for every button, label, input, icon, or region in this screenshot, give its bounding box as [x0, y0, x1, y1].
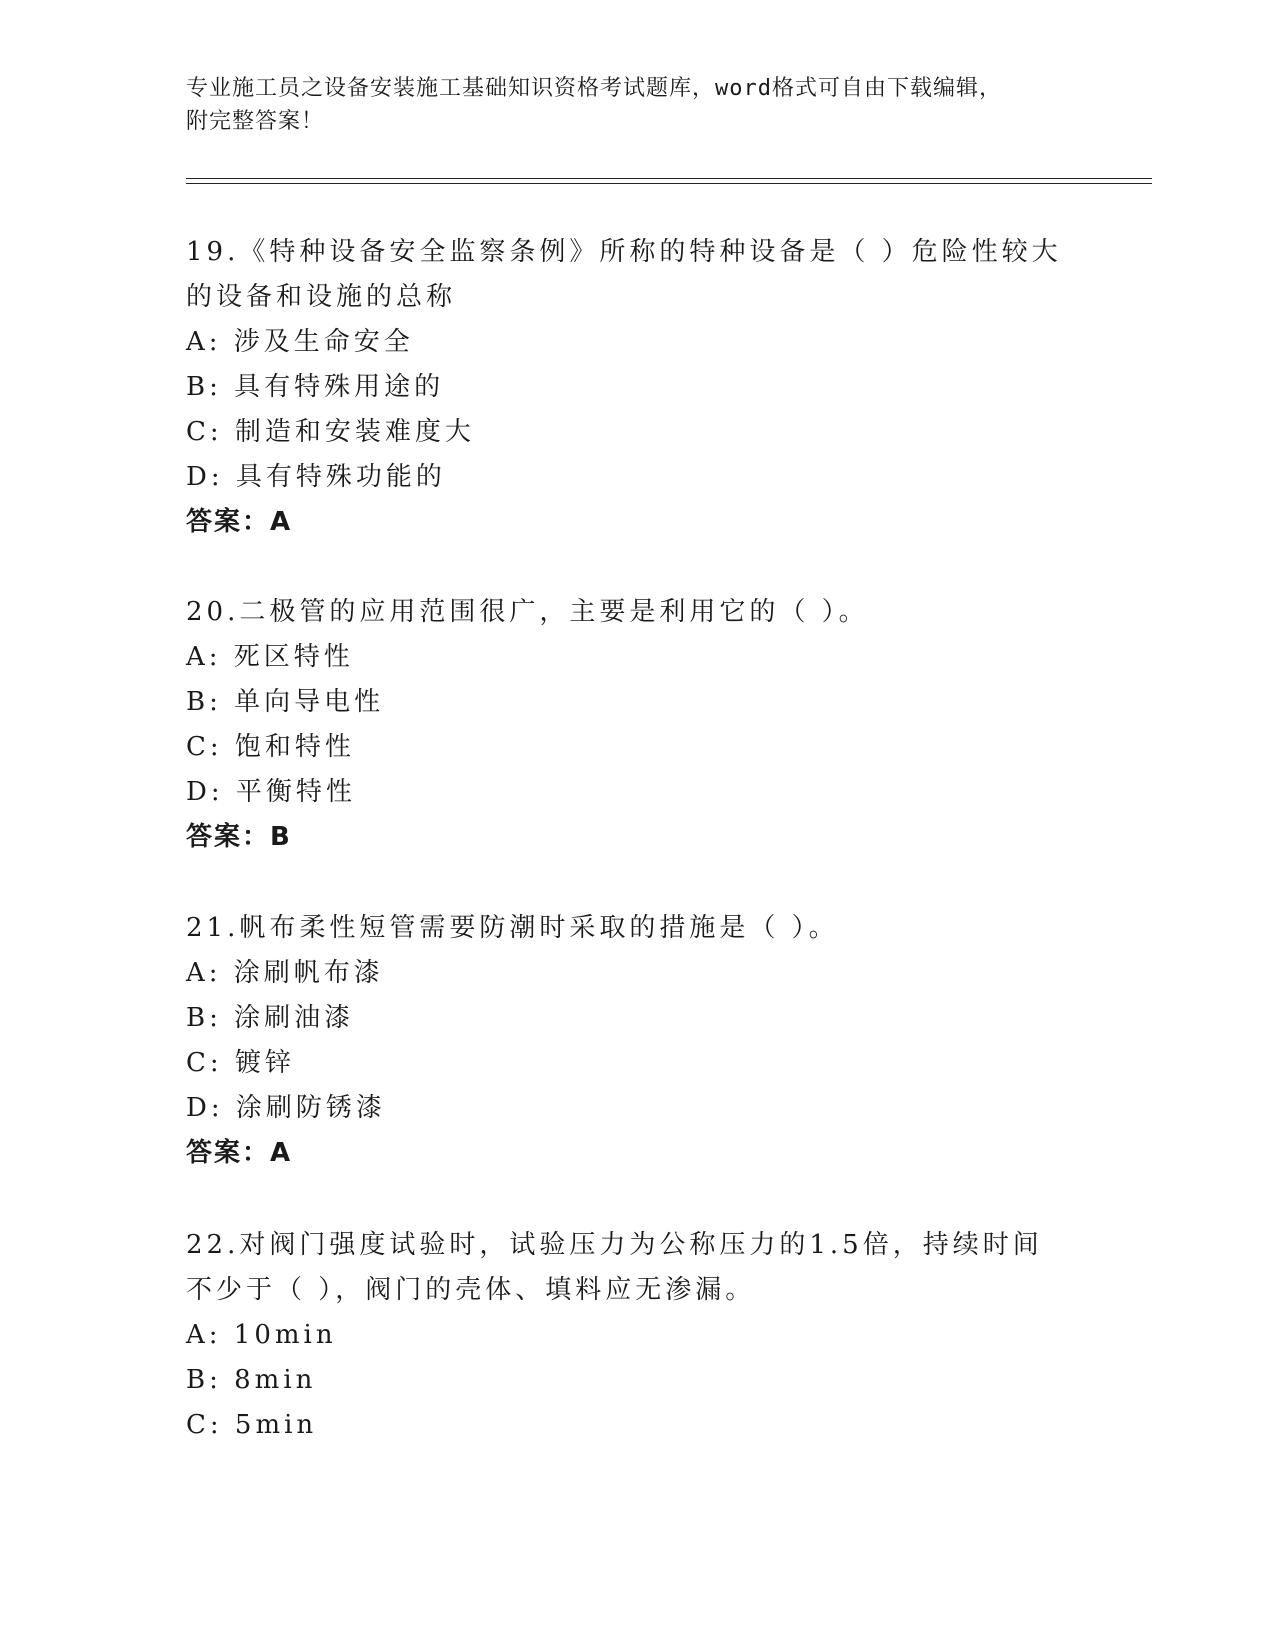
option-a: A: 10min — [186, 1320, 337, 1350]
option-d: D: 平衡特性 — [186, 777, 356, 807]
option-d: D: 具有特殊功能的 — [186, 462, 446, 492]
answer-label: 答案：A — [186, 507, 293, 537]
option-c: C: 制造和安装难度大 — [186, 417, 475, 447]
option-b: B: 具有特殊用途的 — [186, 372, 445, 402]
question-19 — [186, 230, 1066, 545]
option-a: A: 死区特性 — [186, 642, 354, 672]
question-text: 21.帆布柔性短管需要防潮时采取的措施是（ ）。 — [186, 913, 839, 943]
answer-label: 答案：B — [186, 822, 292, 852]
question-22 — [186, 1223, 1066, 1448]
header-divider-bottom — [186, 183, 1152, 184]
question-21 — [186, 906, 1066, 1176]
option-b: B: 8min — [186, 1365, 317, 1395]
option-b: B: 涂刷油漆 — [186, 1003, 355, 1033]
question-text: 20.二极管的应用范围很广，主要是利用它的（ ）。 — [186, 597, 869, 627]
option-a: A: 涉及生命安全 — [186, 327, 414, 357]
question-text: 19.《特种设备安全监察条例》所称的特种设备是（ ）危险性较大的设备和设施的总称 — [186, 237, 1062, 312]
header-divider-top — [186, 178, 1152, 179]
option-a: A: 涂刷帆布漆 — [186, 958, 384, 988]
question-20 — [186, 590, 1066, 860]
question-text: 22.对阀门强度试验时，试验压力为公称压力的1.5倍，持续时间不少于（ ），阀门的壳体、填料应无渗漏。 — [186, 1230, 1043, 1305]
answer-label: 答案：A — [186, 1138, 293, 1168]
document-header — [186, 72, 1086, 138]
option-c: C: 镀锌 — [186, 1048, 295, 1078]
header-line-2: 附完整答案！ — [186, 109, 325, 134]
option-d: D: 涂刷防锈漆 — [186, 1093, 386, 1123]
option-c: C: 饱和特性 — [186, 732, 355, 762]
header-line-1: 专业施工员之设备安装施工基础知识资格考试题库，word格式可自由下载编辑， — [186, 76, 1002, 101]
option-c: C: 5min — [186, 1410, 318, 1440]
option-b: B: 单向导电性 — [186, 687, 385, 717]
